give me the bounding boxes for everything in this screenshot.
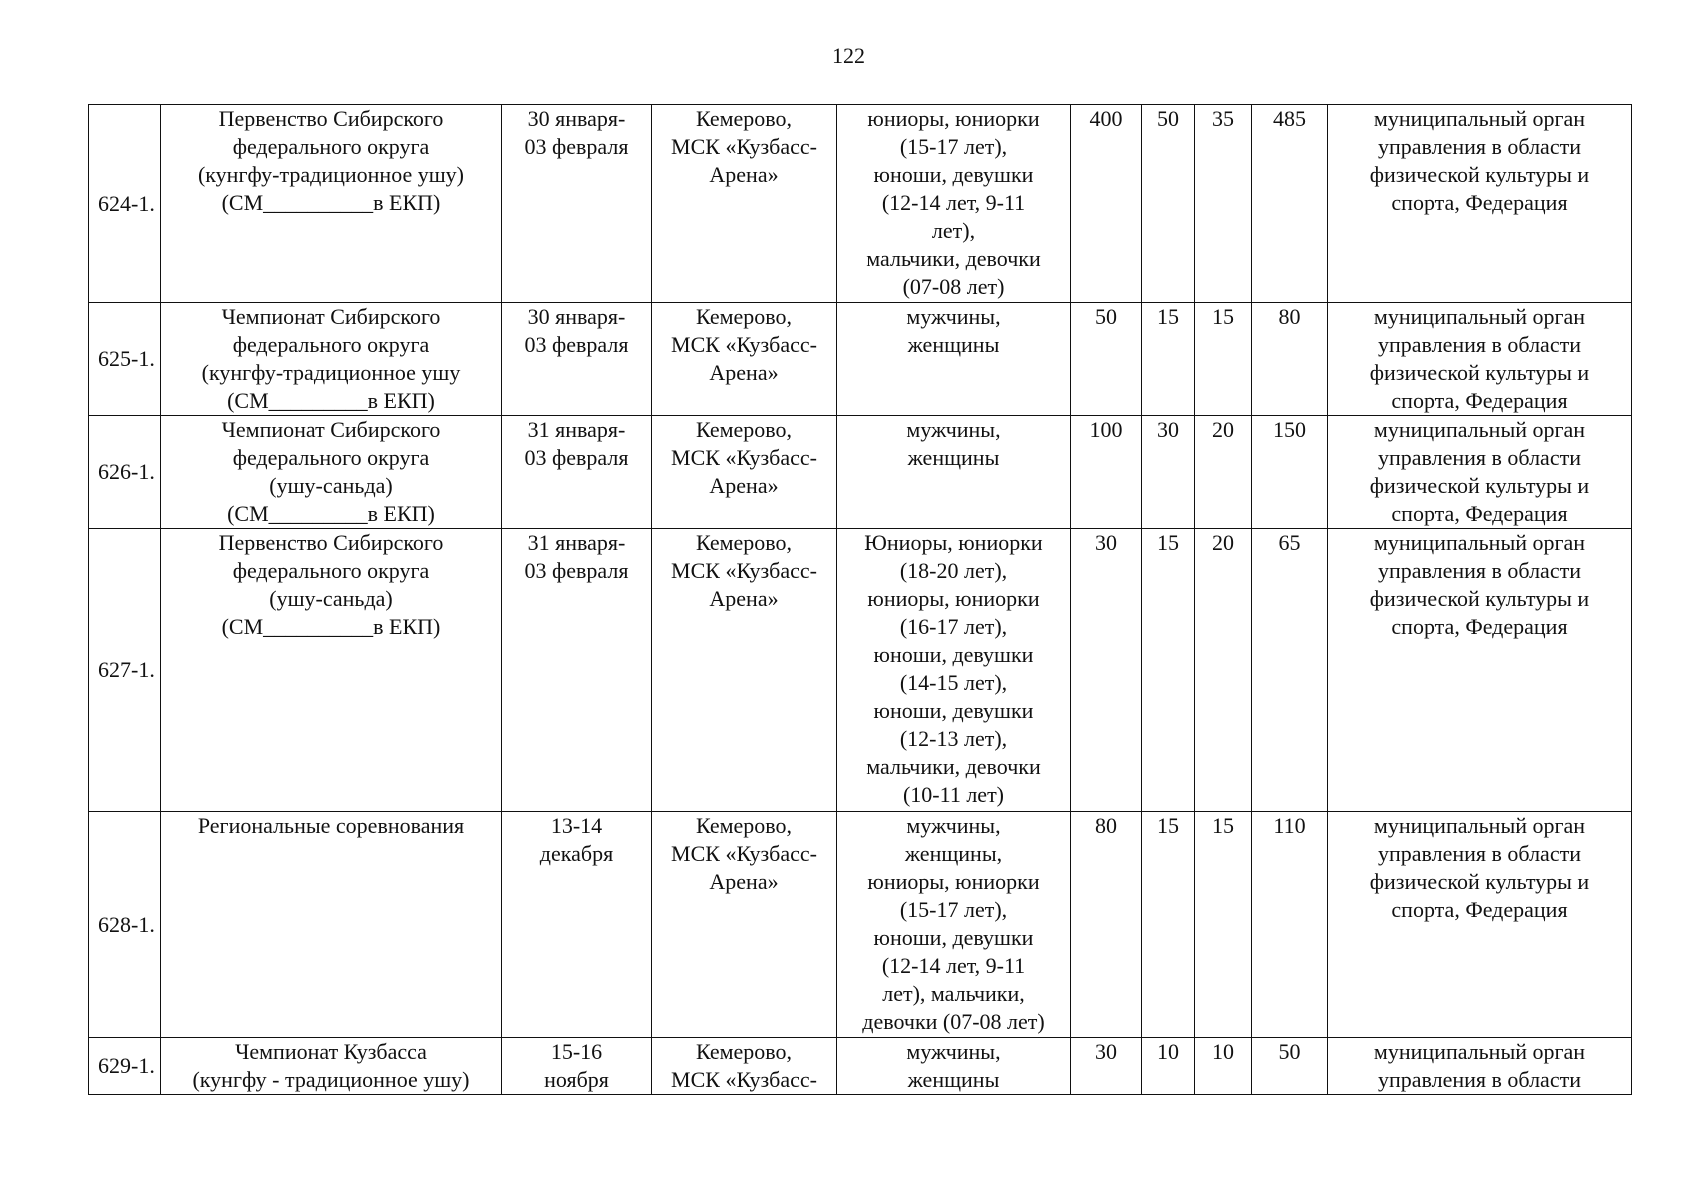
event-name-line: (СМ__________в ЕКП) — [221, 614, 441, 639]
organizer-line: спорта, Федерация — [1391, 388, 1568, 413]
event-name-line: Первенство Сибирского — [218, 530, 444, 555]
event-place-line: МСК «Кузбасс- — [671, 332, 817, 357]
event-place-cell — [652, 303, 837, 416]
event-name-line: (ушу-саньда) — [269, 473, 393, 498]
participant-group-line: (15-17 лет), — [899, 134, 1008, 159]
organizer-cell — [1328, 1038, 1632, 1095]
event-date-line: ноября — [544, 1067, 609, 1092]
organizer-line: управления в области — [1378, 558, 1581, 583]
event-name-cell — [161, 812, 502, 1038]
organizer-line: управления в области — [1378, 134, 1581, 159]
organizer-line: муниципальный орган — [1373, 530, 1586, 555]
participant-group-line: юноши, девушки — [873, 162, 1034, 187]
event-name-line: (кунгфу-традиционное ушу — [201, 360, 461, 385]
participant-group-line: (12-13 лет), — [899, 726, 1008, 751]
event-name-line: федерального округа — [232, 332, 430, 357]
judges-count-cell: 20 — [1195, 529, 1252, 812]
event-place-line: МСК «Кузбасс- — [671, 134, 817, 159]
event-name-cell — [161, 303, 502, 416]
total-count-cell: 65 — [1252, 529, 1328, 812]
total-count-cell: 485 — [1252, 105, 1328, 303]
participant-group-line: Юниоры, юниорки — [864, 530, 1043, 555]
event-name-line: Чемпионат Сибирского — [221, 417, 441, 442]
organizer-line: муниципальный орган — [1373, 1039, 1586, 1064]
participant-group-line: юноши, девушки — [873, 698, 1034, 723]
event-name-line: (СМ__________в ЕКП) — [221, 190, 441, 215]
event-date-line: декабря — [539, 841, 614, 866]
table-row — [89, 416, 1632, 529]
coaches-count-cell: 50 — [1142, 105, 1195, 303]
participants-count-cell: 400 — [1071, 105, 1142, 303]
event-place-line: МСК «Кузбасс- — [671, 558, 817, 583]
row-number-cell: 624-1. — [89, 105, 161, 303]
participant-group-line: лет), мальчики, — [882, 981, 1025, 1006]
event-place-line: Кемерово, — [695, 304, 793, 329]
participant-group-cell — [837, 303, 1071, 416]
organizer-cell — [1328, 812, 1632, 1038]
row-number-cell: 626-1. — [89, 416, 161, 529]
organizer-line: муниципальный орган — [1373, 417, 1586, 442]
event-name-line: (СМ_________в ЕКП) — [227, 501, 435, 526]
event-place-line: Арена» — [709, 473, 779, 498]
event-name-line: федерального округа — [232, 445, 430, 470]
event-name-cell — [161, 416, 502, 529]
table-body — [89, 105, 1632, 1095]
participant-group-cell — [837, 105, 1071, 303]
event-date-cell — [502, 812, 652, 1038]
event-date-line: 15-16 — [550, 1039, 603, 1064]
event-name-line: Чемпионат Кузбасса — [235, 1039, 427, 1064]
participant-group-line: юноши, девушки — [873, 642, 1034, 667]
event-name-line: Региональные соревнования — [197, 813, 465, 838]
judges-count-cell: 35 — [1195, 105, 1252, 303]
event-date-line: 03 февраля — [524, 332, 629, 357]
organizer-line: физической культуры и — [1369, 360, 1590, 385]
total-count-cell: 110 — [1252, 812, 1328, 1038]
total-count-cell: 80 — [1252, 303, 1328, 416]
table-row — [89, 105, 1632, 303]
event-date-cell — [502, 529, 652, 812]
participants-count-cell: 50 — [1071, 303, 1142, 416]
event-date-line: 03 февраля — [524, 134, 629, 159]
organizer-line: физической культуры и — [1369, 586, 1590, 611]
coaches-count-cell: 15 — [1142, 303, 1195, 416]
row-number-cell: 629-1. — [89, 1038, 161, 1095]
participant-group-line: (12-14 лет, 9-11 — [881, 190, 1026, 215]
event-place-line: МСК «Кузбасс- — [671, 841, 817, 866]
event-name-line: (кунгфу - традиционное ушу) — [192, 1067, 470, 1092]
event-name-line: (кунгфу-традиционное ушу) — [197, 162, 465, 187]
organizer-line: спорта, Федерация — [1391, 190, 1568, 215]
organizer-line: управления в области — [1378, 1067, 1581, 1092]
organizer-line: спорта, Федерация — [1391, 614, 1568, 639]
participant-group-line: юноши, девушки — [873, 925, 1034, 950]
event-name-line: федерального округа — [232, 558, 430, 583]
participant-group-line: (12-14 лет, 9-11 — [881, 953, 1026, 978]
participant-group-line: мужчины, — [906, 304, 1001, 329]
participant-group-line: мальчики, девочки — [866, 754, 1041, 779]
participant-group-line: (15-17 лет), — [899, 897, 1008, 922]
organizer-cell — [1328, 529, 1632, 812]
event-place-line: Арена» — [709, 360, 779, 385]
event-place-line: Арена» — [709, 162, 779, 187]
coaches-count-cell: 15 — [1142, 529, 1195, 812]
participants-count-cell: 100 — [1071, 416, 1142, 529]
organizer-line: управления в области — [1378, 332, 1581, 357]
participants-count-cell: 30 — [1071, 1038, 1142, 1095]
organizer-line: муниципальный орган — [1373, 304, 1586, 329]
total-count-cell: 150 — [1252, 416, 1328, 529]
organizer-line: муниципальный орган — [1373, 813, 1586, 838]
participant-group-cell — [837, 812, 1071, 1038]
organizer-cell — [1328, 105, 1632, 303]
event-place-line: Арена» — [709, 586, 779, 611]
event-date-cell — [502, 105, 652, 303]
page-number: 122 — [832, 43, 865, 68]
participant-group-cell — [837, 416, 1071, 529]
events-table — [88, 104, 1632, 1095]
event-name-cell — [161, 105, 502, 303]
participant-group-line: девочки (07-08 лет) — [862, 1009, 1045, 1034]
participants-count-cell: 80 — [1071, 812, 1142, 1038]
participant-group-line: (18-20 лет), — [899, 558, 1008, 583]
judges-count-cell: 15 — [1195, 812, 1252, 1038]
participant-group-cell — [837, 529, 1071, 812]
event-name-line: (ушу-саньда) — [269, 586, 393, 611]
event-date-line: 30 января- — [527, 304, 626, 329]
event-place-line: Кемерово, — [695, 530, 793, 555]
table-row — [89, 529, 1632, 812]
event-place-cell — [652, 105, 837, 303]
participant-group-line: юниоры, юниорки — [867, 869, 1040, 894]
judges-count-cell: 20 — [1195, 416, 1252, 529]
event-date-line: 13-14 — [550, 813, 603, 838]
event-place-cell — [652, 529, 837, 812]
event-place-cell — [652, 812, 837, 1038]
event-place-cell — [652, 1038, 837, 1095]
coaches-count-cell: 30 — [1142, 416, 1195, 529]
participant-group-line: мужчины, — [906, 1039, 1001, 1064]
event-place-line: МСК «Кузбасс- — [671, 1067, 817, 1092]
participant-group-line: (10-11 лет) — [902, 782, 1005, 807]
participant-group-line: (16-17 лет), — [899, 614, 1008, 639]
event-date-line: 31 января- — [527, 417, 626, 442]
organizer-line: спорта, Федерация — [1391, 897, 1568, 922]
participant-group-line: женщины — [907, 332, 1000, 357]
event-date-cell — [502, 416, 652, 529]
organizer-line: управления в области — [1378, 841, 1581, 866]
organizer-line: муниципальный орган — [1373, 106, 1586, 131]
event-place-line: Кемерово, — [695, 1039, 793, 1064]
organizer-cell — [1328, 303, 1632, 416]
event-name-line: (СМ_________в ЕКП) — [227, 388, 435, 413]
participant-group-line: женщины — [907, 1067, 1000, 1092]
table-row — [89, 303, 1632, 416]
event-place-cell — [652, 416, 837, 529]
event-name-line: Первенство Сибирского — [218, 106, 444, 131]
event-date-cell — [502, 1038, 652, 1095]
organizer-cell — [1328, 416, 1632, 529]
event-date-line: 03 февраля — [524, 558, 629, 583]
judges-count-cell: 10 — [1195, 1038, 1252, 1095]
organizer-line: физической культуры и — [1369, 473, 1590, 498]
coaches-count-cell: 10 — [1142, 1038, 1195, 1095]
participant-group-line: мужчины, — [906, 813, 1001, 838]
event-date-cell — [502, 303, 652, 416]
row-number-cell: 625-1. — [89, 303, 161, 416]
organizer-line: управления в области — [1378, 445, 1581, 470]
event-place-line: Кемерово, — [695, 106, 793, 131]
organizer-line: физической культуры и — [1369, 162, 1590, 187]
event-name-cell — [161, 1038, 502, 1095]
event-date-line: 30 января- — [527, 106, 626, 131]
participant-group-line: мужчины, — [906, 417, 1001, 442]
coaches-count-cell: 15 — [1142, 812, 1195, 1038]
event-date-line: 31 января- — [527, 530, 626, 555]
participant-group-line: женщины, — [904, 841, 1003, 866]
event-date-line: 03 февраля — [524, 445, 629, 470]
row-number-cell: 627-1. — [89, 529, 161, 812]
event-name-line: федерального округа — [232, 134, 430, 159]
participant-group-line: лет), — [931, 218, 976, 243]
table-row — [89, 812, 1632, 1038]
event-place-line: Кемерово, — [695, 417, 793, 442]
participants-count-cell: 30 — [1071, 529, 1142, 812]
participant-group-line: (14-15 лет), — [899, 670, 1008, 695]
event-place-line: Арена» — [709, 869, 779, 894]
event-place-line: Кемерово, — [695, 813, 793, 838]
table-row — [89, 1038, 1632, 1095]
total-count-cell: 50 — [1252, 1038, 1328, 1095]
organizer-line: спорта, Федерация — [1391, 501, 1568, 526]
organizer-line: физической культуры и — [1369, 869, 1590, 894]
event-name-cell — [161, 529, 502, 812]
participant-group-line: (07-08 лет) — [902, 274, 1005, 299]
judges-count-cell: 15 — [1195, 303, 1252, 416]
participant-group-cell — [837, 1038, 1071, 1095]
event-name-line: Чемпионат Сибирского — [221, 304, 441, 329]
participant-group-line: юниоры, юниорки — [867, 106, 1040, 131]
row-number-cell: 628-1. — [89, 812, 161, 1038]
participant-group-line: юниоры, юниорки — [867, 586, 1040, 611]
participant-group-line: женщины — [907, 445, 1000, 470]
event-place-line: МСК «Кузбасс- — [671, 445, 817, 470]
participant-group-line: мальчики, девочки — [866, 246, 1041, 271]
